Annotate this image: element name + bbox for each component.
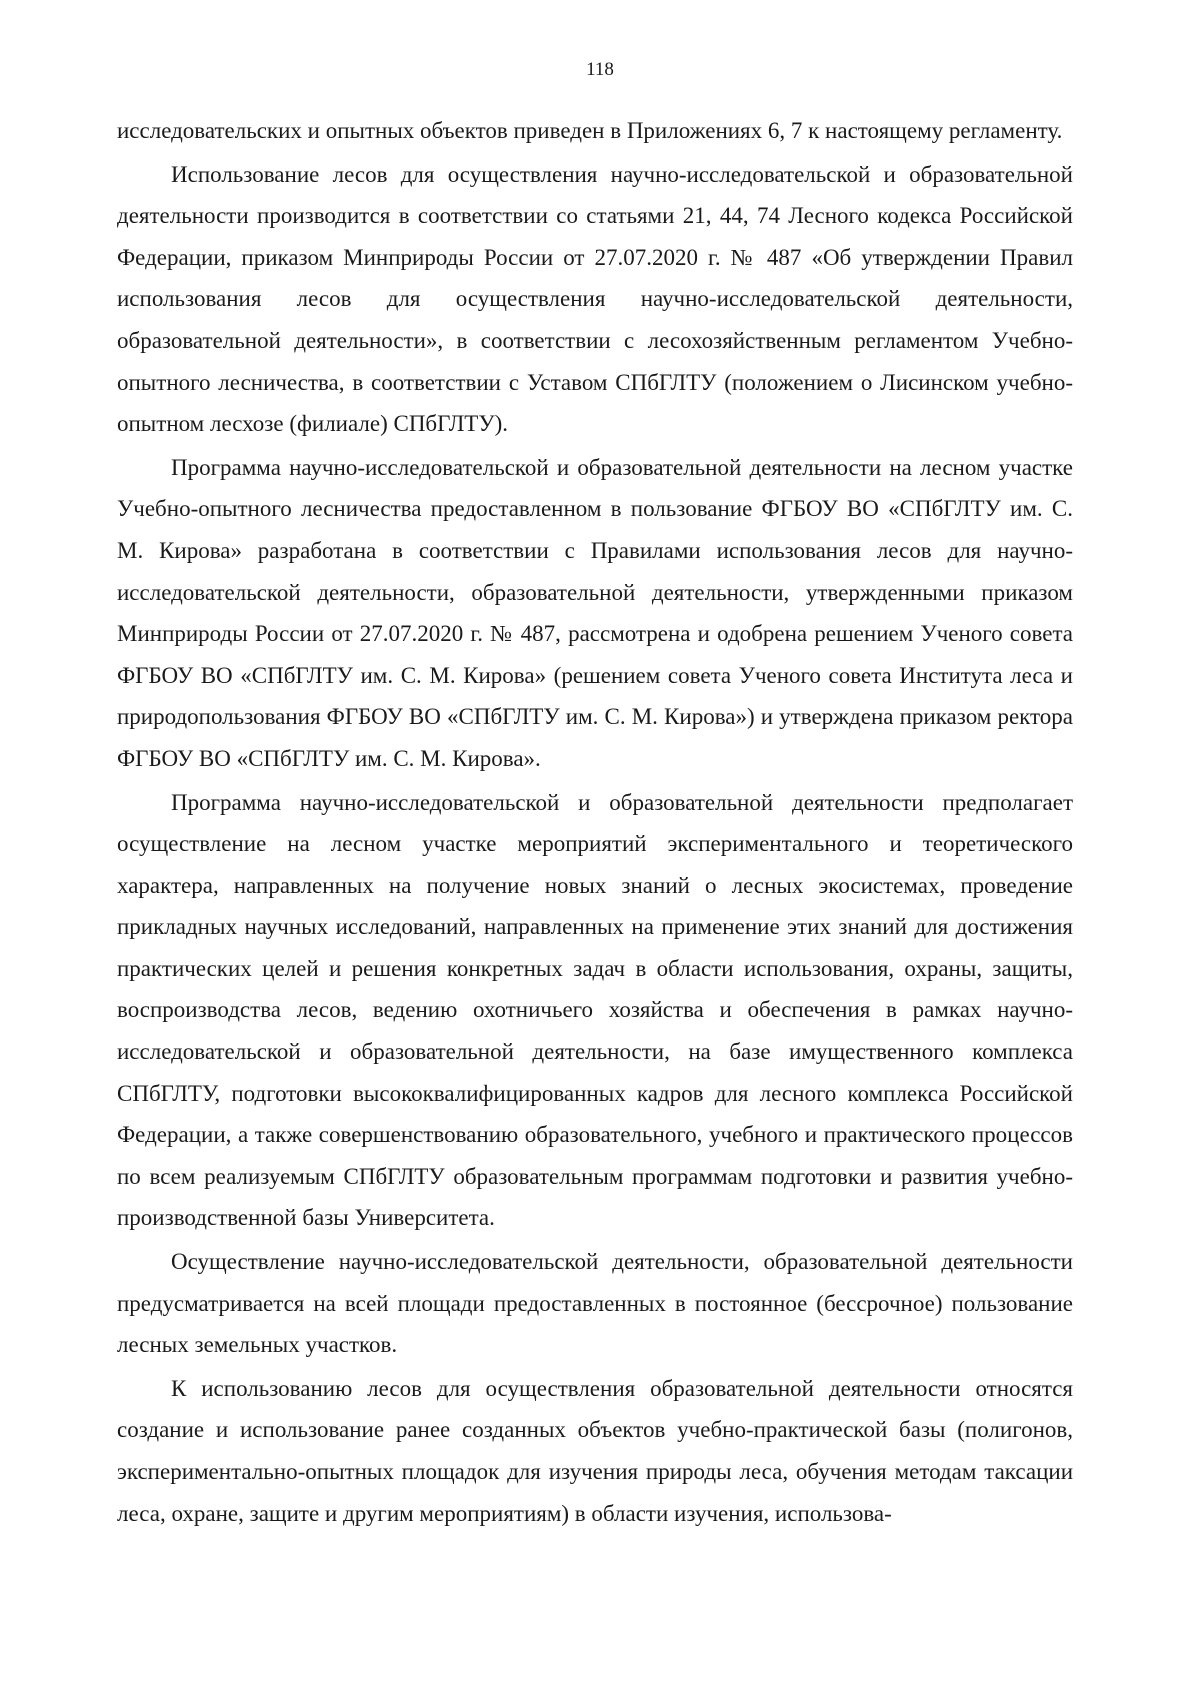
paragraph-area: Осуществление научно-исследовательской деятельности, образовательной деятельности предусматривается на всей площади предоставленных в постоянное (бессрочное) пользование лесных земельных участков. bbox=[117, 1249, 1073, 1358]
body-text bbox=[117, 110, 1073, 1534]
paragraph-legal-basis: Использование лесов для осуществления научно-исследовательской и образовательной деятельности производится в соответствии со статьями 21, 44, 74 Лесного кодекса Российской Федерации, приказом Минприроды России от 27.07.2020 г. № 487 «Об утверждении Правил использования лесов для осуществления научно-исследовательской деятельности, образовательной деятельности», в соответствии с лесохозяйственным регламентом Учебно-опытного лесничества, в соответствии с Уставом СПбГЛТУ (положением о Лисинском учебно-опытном лесхозе (филиале) СПбГЛТУ). bbox=[117, 161, 1073, 437]
paragraph-program-scope: Программа научно-исследовательской и образовательной деятельности предполагает осуществление на лесном участке мероприятий экспериментального и теоретического характера, направленных на получение новых знаний о лесных экосистемах, проведение прикладных научных исследований, направленных на применение этих знаний для достижения практических целей и решения конкретных задач в области использования, охраны, защиты, воспроизводства лесов, ведению охотничьего хозяйства и обеспечения в рамках научно-исследовательской и образовательной деятельности, на базе имущественного комплекса СПбГЛТУ, подготовки высококвалифицированных кадров для лесного комплекса Российской Федерации, а также совершенствованию образовательного, учебного и практического процессов по всем реализуемым СПбГЛТУ образовательным программам подготовки и развития учебно-производственной базы Университета. bbox=[117, 789, 1073, 1231]
page-number: 118 bbox=[586, 59, 614, 80]
paragraph-continuation: исследовательских и опытных объектов приведен в Приложениях 6, 7 к настоящему регламенту. bbox=[117, 118, 1063, 143]
paragraph-educational-use: К использованию лесов для осуществления образовательной деятельности относятся создание и использование ранее созданных объектов учебно-практической базы (полигонов, экспериментально-опытных площадок для изучения природы леса, обучения методам таксации леса, охране, защите и другим мероприятиям) в области изучения, использова- bbox=[117, 1375, 1073, 1526]
paragraph-program-approval: Программа научно-исследовательской и образовательной деятельности на лесном участке Учебно-опытного лесничества предоставленном в пользование ФГБОУ ВО «СПбГЛТУ им. С. М. Кирова» разработана в соответствии с Правилами использования лесов для научно-исследовательской деятельности, образовательной деятельности, утвержденными приказом Минприроды России от 27.07.2020 г. № 487, рассмотрена и одобрена решением Ученого совета ФГБОУ ВО «СПбГЛТУ им. С. М. Кирова» (решением совета Ученого совета Института леса и природопользования ФГБОУ ВО «СПбГЛТУ им. С. М. Кирова») и утверждена приказом ректора ФГБОУ ВО «СПбГЛТУ им. С. М. Кирова». bbox=[117, 454, 1073, 771]
